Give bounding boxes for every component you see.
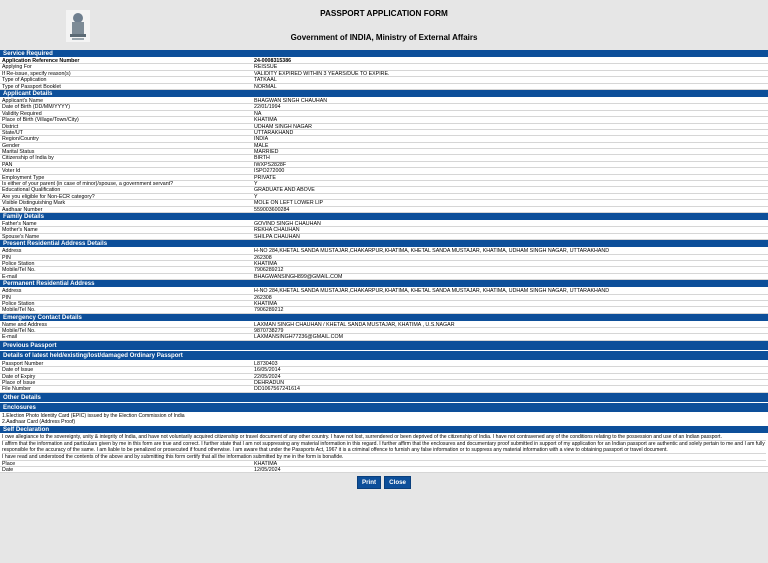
- field-label: Type of Passport Booklet: [2, 83, 61, 89]
- field-label: Educational Qualification: [2, 187, 61, 193]
- field-value: DD1067567241614: [254, 386, 300, 392]
- field-value: REISSUE: [254, 64, 278, 70]
- field-label: Mobile/Tel No.: [2, 267, 36, 273]
- field-label: Are you eligible for Non-ECR category?: [2, 193, 95, 200]
- section-service-required: Service Required: [0, 50, 768, 58]
- declaration-paragraph: I have read and understood the contents of the above and by submitting this form certify that all the information submitted by me in the form is bonafide.: [2, 454, 766, 461]
- page-header: [0, 0, 768, 50]
- field-value: Y: [254, 193, 258, 200]
- field-value: 262308: [254, 254, 272, 260]
- declaration-text: [0, 434, 768, 461]
- field-label: Date of Issue: [2, 367, 34, 373]
- field-value: KHATIMA: [254, 117, 278, 123]
- field-label: Gender: [2, 142, 20, 149]
- page-title: PASSPORT APPLICATION FORM: [320, 9, 448, 18]
- field-value: PRIVATE: [254, 174, 276, 181]
- field-label: Mobile/Tel No.: [2, 328, 36, 334]
- field-label: Police Station: [2, 300, 35, 307]
- field-label: Region/Country: [2, 136, 39, 142]
- field-label: Applicant's Name: [2, 97, 44, 104]
- field-value: GOVIND SINGH CHAUHAN: [254, 220, 321, 227]
- field-value: NA: [254, 110, 262, 117]
- field-label: PIN: [2, 294, 11, 300]
- field-label: Validity Required: [2, 110, 42, 117]
- field-label: Aadhaar Number: [2, 206, 43, 212]
- field-value: BHAGWANSINGH899@GMAIL.COM: [254, 273, 343, 280]
- field-label: PIN: [2, 254, 11, 260]
- close-button[interactable]: Close: [384, 476, 411, 489]
- field-value: L8730403: [254, 360, 278, 367]
- field-value: 7906289212: [254, 307, 284, 313]
- field-value: 262308: [254, 294, 272, 300]
- field-label: Type of Application: [2, 77, 47, 83]
- field-value: LAXMANSINGH77236@GMAIL.COM: [254, 334, 343, 340]
- field-value: KHATIMA: [254, 260, 278, 267]
- applicant-rows: [0, 98, 768, 213]
- section-other-details: Other Details: [0, 393, 768, 403]
- field-label: Name and Address: [2, 321, 48, 328]
- field-value: 16/05/2014: [254, 367, 281, 373]
- section-permanent-address: Permanent Residential Address: [0, 280, 768, 288]
- previous-passport-rows: [0, 361, 768, 393]
- field-value: 9870738279: [254, 328, 284, 334]
- field-label: Voter Id: [2, 168, 21, 174]
- field-value: 24-0008315386: [254, 58, 292, 64]
- field-label: Father's Name: [2, 220, 37, 227]
- field-label: Mother's Name: [2, 227, 38, 233]
- print-button[interactable]: Print: [357, 476, 381, 489]
- present-address-rows: [0, 248, 768, 280]
- form-content: [0, 50, 768, 489]
- field-value: DEHRADUN: [254, 380, 285, 386]
- subsection-latest-passport: Details of latest held/existing/lost/damaged Ordinary Passport: [0, 351, 768, 361]
- field-value: IWXPS2828F: [254, 161, 287, 168]
- permanent-address-rows: [0, 288, 768, 314]
- field-label: E-mail: [2, 273, 18, 280]
- field-value: KHATIMA: [254, 300, 278, 307]
- field-value: INDIA: [254, 136, 269, 142]
- section-previous-passport: Previous Passport: [0, 341, 768, 351]
- field-value: BHAGWAN SINGH CHAUHAN: [254, 97, 328, 104]
- field-value: GRADUATE AND ABOVE: [254, 187, 315, 193]
- field-value: UDHAM SINGH NAGAR: [254, 123, 312, 129]
- field-value: ISPO272000: [254, 168, 285, 174]
- field-value: H-NO 284,KHETAL SANDA MUSTAJAR,CHAKARPUR,KHATIMA, KHETAL SANDA MUSTAJAR, KHATIMA, UDHAM SINGH NAGAR, UTTARAKHAND: [254, 248, 610, 254]
- field-label: Spouse's Name: [2, 233, 40, 240]
- field-label: Application Reference Number: [2, 58, 80, 64]
- action-buttons: [0, 473, 768, 489]
- field-label: Place of Issue: [2, 380, 36, 386]
- field-label: Place: [2, 460, 16, 466]
- field-value: BIRTH: [254, 155, 270, 161]
- field-label: Police Station: [2, 260, 35, 267]
- field-value: MALE: [254, 142, 269, 149]
- field-value: KHATIMA: [254, 460, 278, 466]
- section-self-declaration: Self Declaration: [0, 426, 768, 434]
- field-label: State/UT: [2, 129, 23, 136]
- field-label: Visible Distinguishing Mark: [2, 200, 66, 206]
- field-value: REKHA CHAUHAN: [254, 227, 300, 233]
- field-label: Mobile/Tel No.: [2, 307, 36, 313]
- field-label: File Number: [2, 386, 31, 392]
- field-label: Address: [2, 288, 22, 294]
- page-subtitle: Government of INDIA, Ministry of External Affairs: [290, 33, 478, 42]
- emergency-rows: [0, 322, 768, 341]
- field-label: Is either of your parent (in case of minor)/spouse, a government servant?: [2, 181, 174, 187]
- section-enclosures: Enclosures: [0, 403, 768, 413]
- field-label: Date of Expiry: [2, 373, 36, 380]
- field-label: If Re-issue, specify reason(s): [2, 70, 71, 77]
- field-value: Y: [254, 181, 258, 187]
- field-value: 559003600284: [254, 206, 290, 212]
- field-label: Address: [2, 248, 22, 254]
- field-value: NORMAL: [254, 83, 277, 89]
- section-present-address: Present Residential Address Details: [0, 240, 768, 248]
- field-value: MARRIED: [254, 149, 279, 155]
- section-family-details: Family Details: [0, 213, 768, 221]
- field-label: Employment Type: [2, 174, 45, 181]
- field-value: H-NO 284,KHETAL SANDA MUSTAJAR,CHAKARPUR,KHATIMA, KHETAL SANDA MUSTAJAR, KHATIMA, UDHAM SINGH NAGAR, UTTARAKHAND: [254, 288, 610, 294]
- field-label: E-mail: [2, 334, 18, 340]
- enclosure-item: 2.Aadhaar Card (Address Proof): [2, 419, 76, 426]
- family-rows: [0, 221, 768, 240]
- field-label: Citizenship of India by: [2, 155, 54, 161]
- field-value: MOLE ON LEFT LOWER LIP: [254, 200, 324, 206]
- section-emergency-contact: Emergency Contact Details: [0, 314, 768, 322]
- enclosures-list: [0, 413, 768, 426]
- field-label: District: [2, 123, 19, 129]
- field-value: TATKAAL: [254, 77, 277, 83]
- declaration-rows: [0, 461, 768, 474]
- declaration-paragraph: I affirm that the information and particulars given by me in this form are true and correct. I further state that I am not suppressing any material information in this regard. I further affirm that the enclosures and documentary proof submitted in support of my application for an Indian passport are authentic and solely pertain to me and I am fully responsible for the accuracy of the same. I am liable to be penalized or prosecuted if found otherwise. I am aware that under the Passports Act, 1967 it is a criminal offence to furnish any false information or to suppress any material information with a view to obtaining passport or travel document.: [2, 440, 765, 453]
- field-value: VALIDITY EXPIRED WITHIN 3 YEARS/DUE TO EXPIRE.: [254, 70, 390, 77]
- field-value: UTTARAKHAND: [254, 129, 294, 136]
- field-label: Date of Birth (DD/MM/YYYY): [2, 104, 70, 110]
- field-value: SHILPA CHAUHAN: [254, 233, 300, 240]
- field-label: Place of Birth (Village/Town/City): [2, 117, 79, 123]
- declaration-paragraph: I owe allegiance to the sovereignty, unity & integrity of India, and have not voluntarily acquired citizenship or travel document of any other country. I have not lost, surrendered or been deprived of the citizenship of India. I have not contravened any of the conditions relating to the possession and use of an Indian passport.: [2, 434, 766, 441]
- field-value: LAXMAN SINGH CHAUHAN / KHETAL SANDA MUSTAJAR, KHATIMA , U.S.NAGAR: [254, 321, 455, 328]
- field-label: Marital Status: [2, 149, 35, 155]
- field-label: Date: [2, 467, 14, 473]
- field-label: PAN: [2, 161, 13, 168]
- field-label: Passport Number: [2, 360, 44, 367]
- enclosure-item: 1.Election Photo Identity Card (EPIC) issued by the Election Commission of India: [2, 412, 185, 419]
- field-label: Applying For: [2, 64, 32, 70]
- field-value: 12/05/2024: [254, 467, 281, 473]
- section-applicant-details: Applicant Details: [0, 90, 768, 98]
- service-rows: [0, 58, 768, 90]
- field-value: 7906289212: [254, 267, 284, 273]
- field-value: 22/05/2024: [254, 373, 281, 380]
- field-value: 22/01/1994: [254, 104, 281, 110]
